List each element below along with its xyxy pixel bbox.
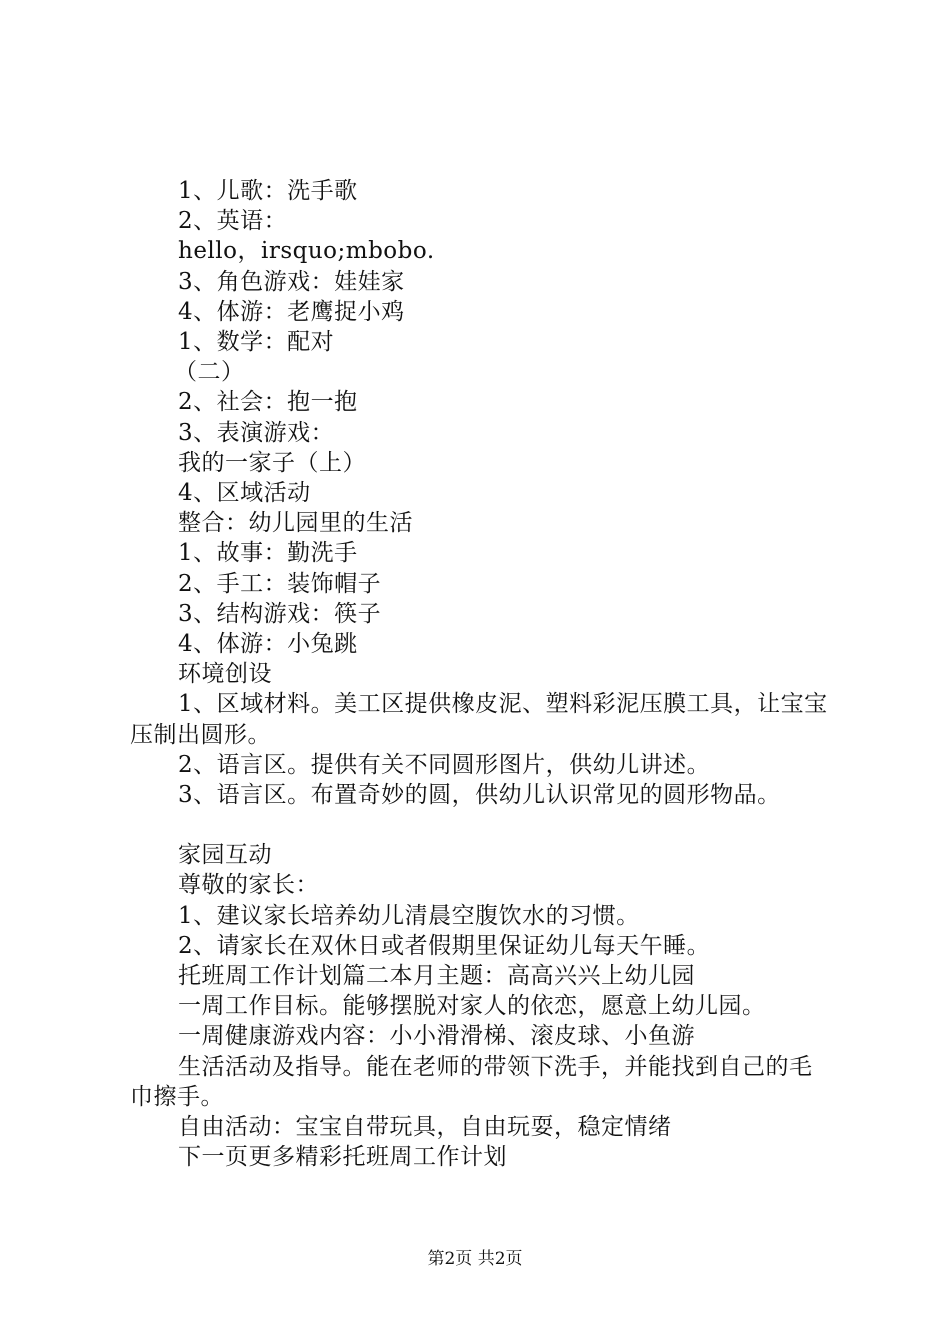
text-line: 3、语言区。布置奇妙的圆，供幼儿认识常见的圆形物品。	[178, 782, 781, 809]
paragraph: 生活活动及指导。能在老师的带领下洗手，并能找到自己的毛巾擦手。	[130, 1053, 813, 1110]
text-line: 3、表演游戏：	[178, 419, 335, 446]
section-heading: 家园互动	[178, 842, 272, 869]
text-line: 一周工作目标。能够摆脱对家人的依恋，愿意上幼儿园。	[178, 993, 766, 1020]
page-number-footer: 第2页 共2页	[427, 1249, 523, 1269]
text-line: 2、社会：抱一抱	[178, 389, 358, 416]
document-body	[130, 176, 830, 1173]
text-line: 2、英语：	[178, 208, 288, 235]
text-line: 自由活动：宝宝自带玩具，自由玩耍，稳定情绪	[178, 1114, 672, 1141]
section-heading: 环境创设	[178, 661, 272, 688]
text-line: 下一页更多精彩托班周工作计划	[178, 1144, 507, 1171]
text-line: （二）	[174, 359, 245, 386]
text-line: 2、语言区。提供有关不同圆形图片，供幼儿讲述。	[178, 751, 711, 778]
text-line: 托班周工作计划篇二本月主题：高高兴兴上幼儿园	[178, 963, 695, 990]
text-line: 2、请家长在双休日或者假期里保证幼儿每天午睡。	[178, 932, 711, 959]
text-line: hello，irsquo;mbobo.	[178, 238, 435, 265]
text-line: 整合：幼儿园里的生活	[178, 510, 413, 537]
paragraph: 1、区域材料。美工区提供橡皮泥、塑料彩泥压膜工具，让宝宝压制出圆形。	[130, 691, 828, 748]
text-line: 4、区域活动	[178, 480, 311, 507]
text-line: 一周健康游戏内容：小小滑滑梯、滚皮球、小鱼游	[178, 1023, 695, 1050]
text-line: 1、数学：配对	[178, 329, 335, 356]
blank-line	[130, 810, 830, 840]
text-line: 1、儿歌：洗手歌	[178, 178, 358, 204]
text-line: 4、体游：老鹰捉小鸡	[178, 298, 405, 325]
text-line: 1、建议家长培养幼儿清晨空腹饮水的习惯。	[178, 902, 640, 929]
text-line: 我的一家子（上）	[178, 449, 366, 476]
text-line: 2、手工：装饰帽子	[178, 570, 382, 597]
text-line: 3、结构游戏：筷子	[178, 600, 382, 627]
text-line: 3、角色游戏：娃娃家	[178, 268, 405, 295]
text-line: 尊敬的家长：	[178, 872, 319, 899]
text-line: 4、体游：小兔跳	[178, 631, 358, 658]
text-line: 1、故事：勤洗手	[178, 540, 358, 567]
